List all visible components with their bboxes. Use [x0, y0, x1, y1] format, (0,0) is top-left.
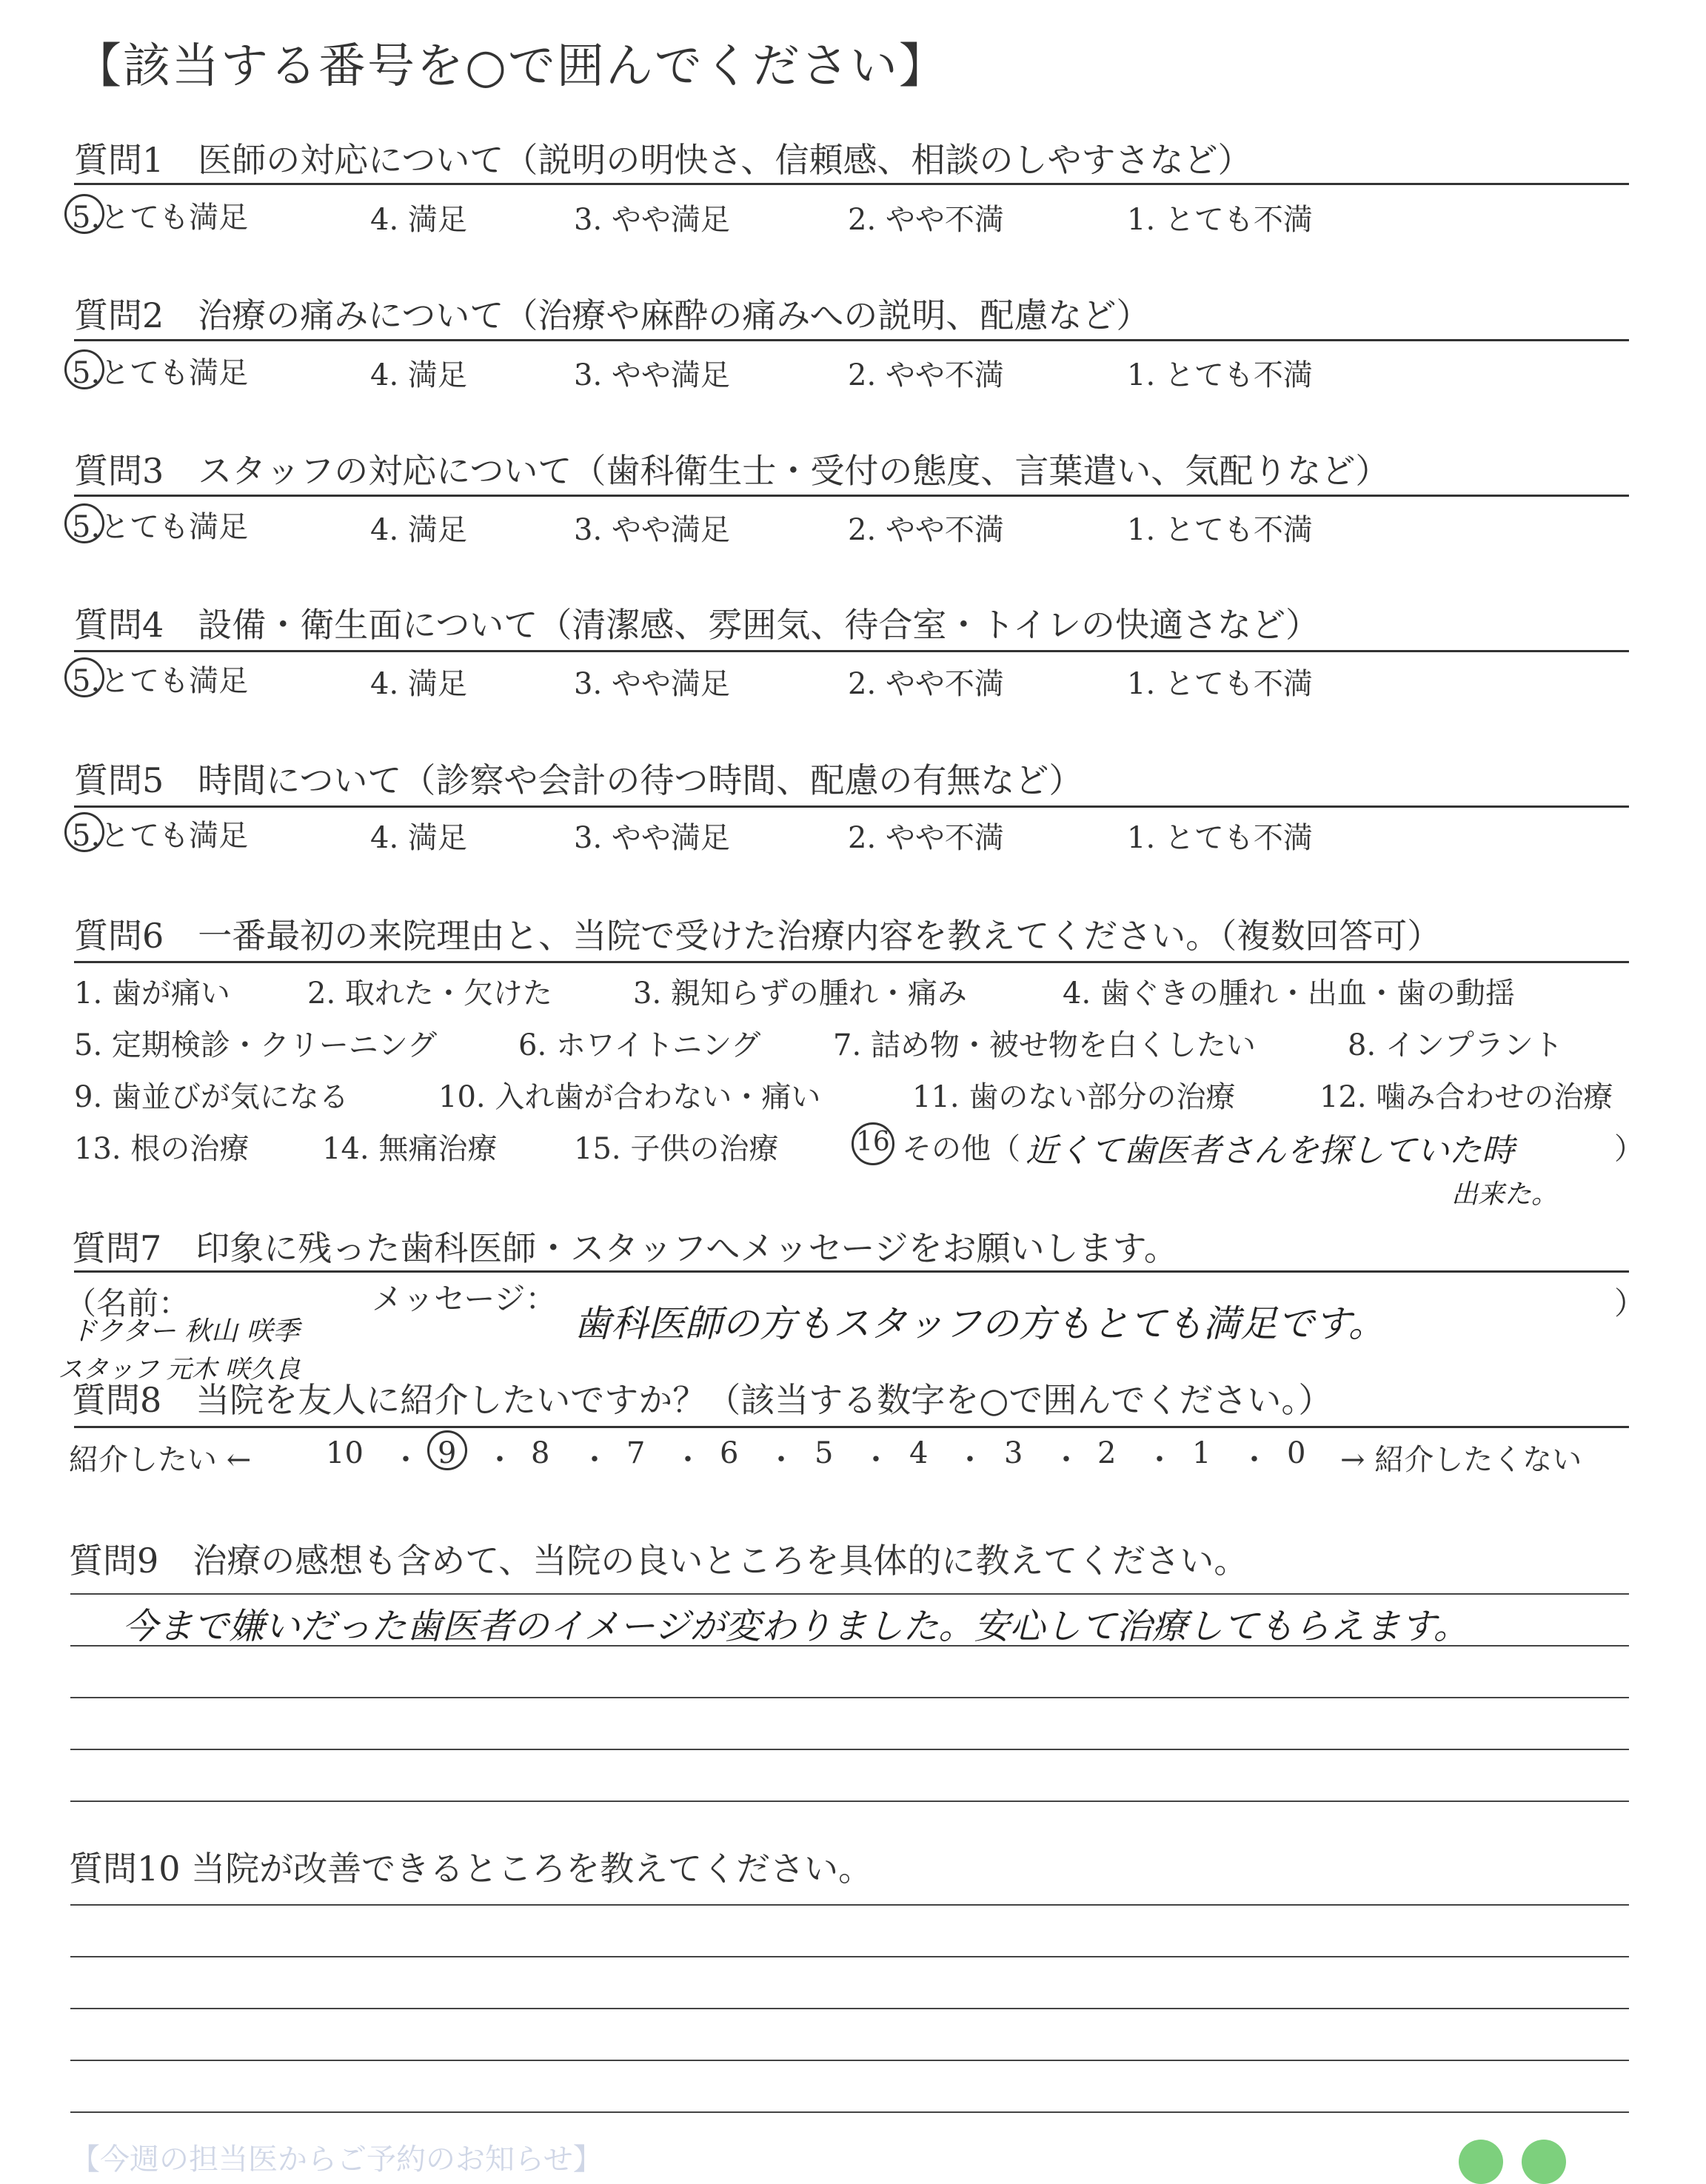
question-1-title: 質問1 医師の対応について（説明の明快さ、信頼感、相談のしやすさなど） — [74, 140, 1252, 180]
message-label: メッセージ： — [372, 1281, 557, 1317]
reason-12[interactable]: 12. 噛み合わせの治療 — [1319, 1080, 1613, 1114]
recommend-left-label: 紹介したい ← — [69, 1443, 252, 1477]
scale-2[interactable]: 2 — [1097, 1436, 1117, 1470]
question-2-title: 質問2 治療の痛みについて（治療や麻酔の痛みへの説明、配慮など） — [74, 295, 1151, 335]
footer-partial-text: 【今週の担当医からご予約のお知らせ】 — [70, 2143, 603, 2177]
reason-1[interactable]: 1. 歯が痛い — [74, 977, 230, 1011]
option-1[interactable]: 1. とても不満 — [1127, 203, 1313, 237]
option-5[interactable]: 5.とても満足 — [72, 201, 249, 235]
option-2[interactable]: 2. やや不満 — [848, 667, 1004, 701]
reason-13[interactable]: 13. 根の治療 — [74, 1132, 250, 1166]
reason-16[interactable]: 16 — [856, 1127, 890, 1157]
question-8-title: 質問8 当院を友人に紹介したいですか？（該当する数字を○で囲んでください。） — [72, 1380, 1333, 1420]
reason-15[interactable]: 15. 子供の治療 — [574, 1132, 779, 1166]
reason-9[interactable]: 9. 歯並びが気になる — [74, 1080, 349, 1114]
scale-8[interactable]: 8 — [531, 1436, 550, 1470]
option-2[interactable]: 2. やや不満 — [848, 203, 1004, 237]
scale-4[interactable]: 4 — [909, 1436, 929, 1470]
other-answer-line-1: 近くて歯医者さんを探していた時 — [1026, 1132, 1514, 1170]
option-5[interactable]: 5.とても満足 — [72, 664, 249, 698]
option-5[interactable]: 5.とても満足 — [72, 356, 249, 390]
answer-line — [70, 1645, 1629, 1647]
option-1[interactable]: 1. とても不満 — [1127, 513, 1313, 547]
reason-11[interactable]: 11. 歯のない部分の治療 — [912, 1080, 1236, 1114]
q7-close-paren: ） — [1614, 1285, 1646, 1322]
question-7-title: 質問7 印象に残った歯科医師・スタッフへメッセージをお願いします。 — [72, 1228, 1178, 1268]
question-4-rule — [74, 650, 1629, 652]
answer-line — [70, 1593, 1629, 1595]
reason-6[interactable]: 6. ホワイトニング — [518, 1028, 761, 1062]
scale-3[interactable]: 3 — [1004, 1436, 1023, 1470]
option-4[interactable]: 4. 満足 — [370, 513, 467, 547]
option-3[interactable]: 3. やや満足 — [574, 667, 730, 701]
question-9-title: 質問9 治療の感想も含めて、当院の良いところを具体的に教えてください。 — [69, 1541, 1248, 1581]
scale-separator: ・ — [673, 1443, 703, 1477]
message-text: 歯科医師の方もスタッフの方もとても満足です。 — [574, 1302, 1385, 1345]
scale-separator: ・ — [955, 1443, 985, 1477]
question-4-title: 質問4 設備・衛生面について（清潔感、雰囲気、待合室・トイレの快適さなど） — [74, 605, 1320, 645]
scale-separator: ・ — [1145, 1443, 1174, 1477]
answer-line — [70, 1956, 1629, 1957]
answer-line — [70, 2111, 1629, 2113]
scale-0[interactable]: 0 — [1287, 1436, 1306, 1470]
recommend-right-label: → 紹介したくない — [1340, 1443, 1582, 1477]
other-close-paren: ） — [1614, 1132, 1644, 1166]
reason-8[interactable]: 8. インプラント — [1348, 1028, 1563, 1062]
scale-separator: ・ — [766, 1443, 796, 1477]
decorative-dot — [1522, 2140, 1566, 2184]
staff-name-line-2: スタッフ 元木 咲久良 — [58, 1355, 301, 1384]
reason-3[interactable]: 3. 親知らずの腫れ・痛み — [633, 977, 967, 1011]
question-3-title: 質問3 スタッフの対応について（歯科衛生士・受付の態度、言葉遣い、気配りなど） — [74, 451, 1390, 491]
question-3-rule — [74, 495, 1629, 497]
option-1[interactable]: 1. とても不満 — [1127, 667, 1313, 701]
scale-1[interactable]: 1 — [1192, 1436, 1211, 1470]
question-5-title: 質問5 時間について（診察や会計の待つ時間、配慮の有無など） — [74, 760, 1083, 800]
option-4[interactable]: 4. 満足 — [370, 203, 467, 237]
option-4[interactable]: 4. 満足 — [370, 667, 467, 701]
option-3[interactable]: 3. やや満足 — [574, 513, 730, 547]
scale-separator: ・ — [1051, 1443, 1081, 1477]
reason-14[interactable]: 14. 無痛治療 — [322, 1132, 498, 1166]
option-4[interactable]: 4. 満足 — [370, 821, 467, 855]
form-header: 【該当する番号を○で囲んでください】 — [74, 39, 948, 94]
other-answer-line-2: 出来た。 — [1451, 1179, 1559, 1210]
decorative-dot — [1459, 2140, 1503, 2184]
option-2[interactable]: 2. やや不満 — [848, 358, 1004, 392]
question-8-rule — [74, 1426, 1629, 1428]
scale-5[interactable]: 5 — [814, 1436, 834, 1470]
question-10-title: 質問10 当院が改善できるところを教えてください。 — [69, 1849, 873, 1889]
answer-line — [70, 1904, 1629, 1906]
reason-2[interactable]: 2. 取れた・欠けた — [307, 977, 552, 1011]
question-5-rule — [74, 805, 1629, 808]
scale-9[interactable]: 9 — [438, 1436, 457, 1470]
reason-7[interactable]: 7. 詰め物・被せ物を白くしたい — [833, 1028, 1256, 1062]
scale-6[interactable]: 6 — [720, 1436, 739, 1470]
option-5[interactable]: 5.とても満足 — [72, 510, 249, 544]
scale-separator: ・ — [391, 1443, 421, 1477]
scale-7[interactable]: 7 — [626, 1436, 646, 1470]
question-6-rule — [74, 961, 1629, 963]
question-7-rule — [74, 1270, 1629, 1273]
answer-line — [70, 1801, 1629, 1802]
answer-line — [70, 2008, 1629, 2009]
answer-line — [70, 1697, 1629, 1698]
reason-16-other-label: その他（ — [902, 1132, 1020, 1166]
option-4[interactable]: 4. 満足 — [370, 358, 467, 392]
option-1[interactable]: 1. とても不満 — [1127, 821, 1313, 855]
question-1-rule — [74, 183, 1629, 185]
staff-name-line-1: ドクター 秋山 咲季 — [70, 1316, 300, 1347]
reason-4[interactable]: 4. 歯ぐきの腫れ・出血・歯の動揺 — [1063, 977, 1515, 1011]
reason-5[interactable]: 5. 定期検診・クリーニング — [74, 1028, 438, 1062]
scale-separator: ・ — [580, 1443, 609, 1477]
option-2[interactable]: 2. やや不満 — [848, 821, 1004, 855]
scale-separator: ・ — [861, 1443, 891, 1477]
option-3[interactable]: 3. やや満足 — [574, 358, 730, 392]
q9-answer-text: 今まで嫌いだった歯医者のイメージが変わりました。安心して治療してもらえます。 — [122, 1606, 1469, 1647]
reason-10[interactable]: 10. 入れ歯が合わない・痛い — [438, 1080, 821, 1114]
option-1[interactable]: 1. とても不満 — [1127, 358, 1313, 392]
option-5[interactable]: 5.とても満足 — [72, 819, 249, 853]
option-2[interactable]: 2. やや不満 — [848, 513, 1004, 547]
answer-line — [70, 2060, 1629, 2061]
scale-separator: ・ — [1240, 1443, 1269, 1477]
scale-separator: ・ — [485, 1443, 515, 1477]
question-2-rule — [74, 339, 1629, 341]
answer-line — [70, 1749, 1629, 1750]
question-6-title: 質問6 一番最初の来院理由と、当院で受けた治療内容を教えてください。（複数回答可） — [74, 916, 1442, 956]
option-3[interactable]: 3. やや満足 — [574, 821, 730, 855]
option-3[interactable]: 3. やや満足 — [574, 203, 730, 237]
name-label: （名前： — [65, 1285, 190, 1322]
scale-10[interactable]: 10 — [326, 1436, 364, 1470]
